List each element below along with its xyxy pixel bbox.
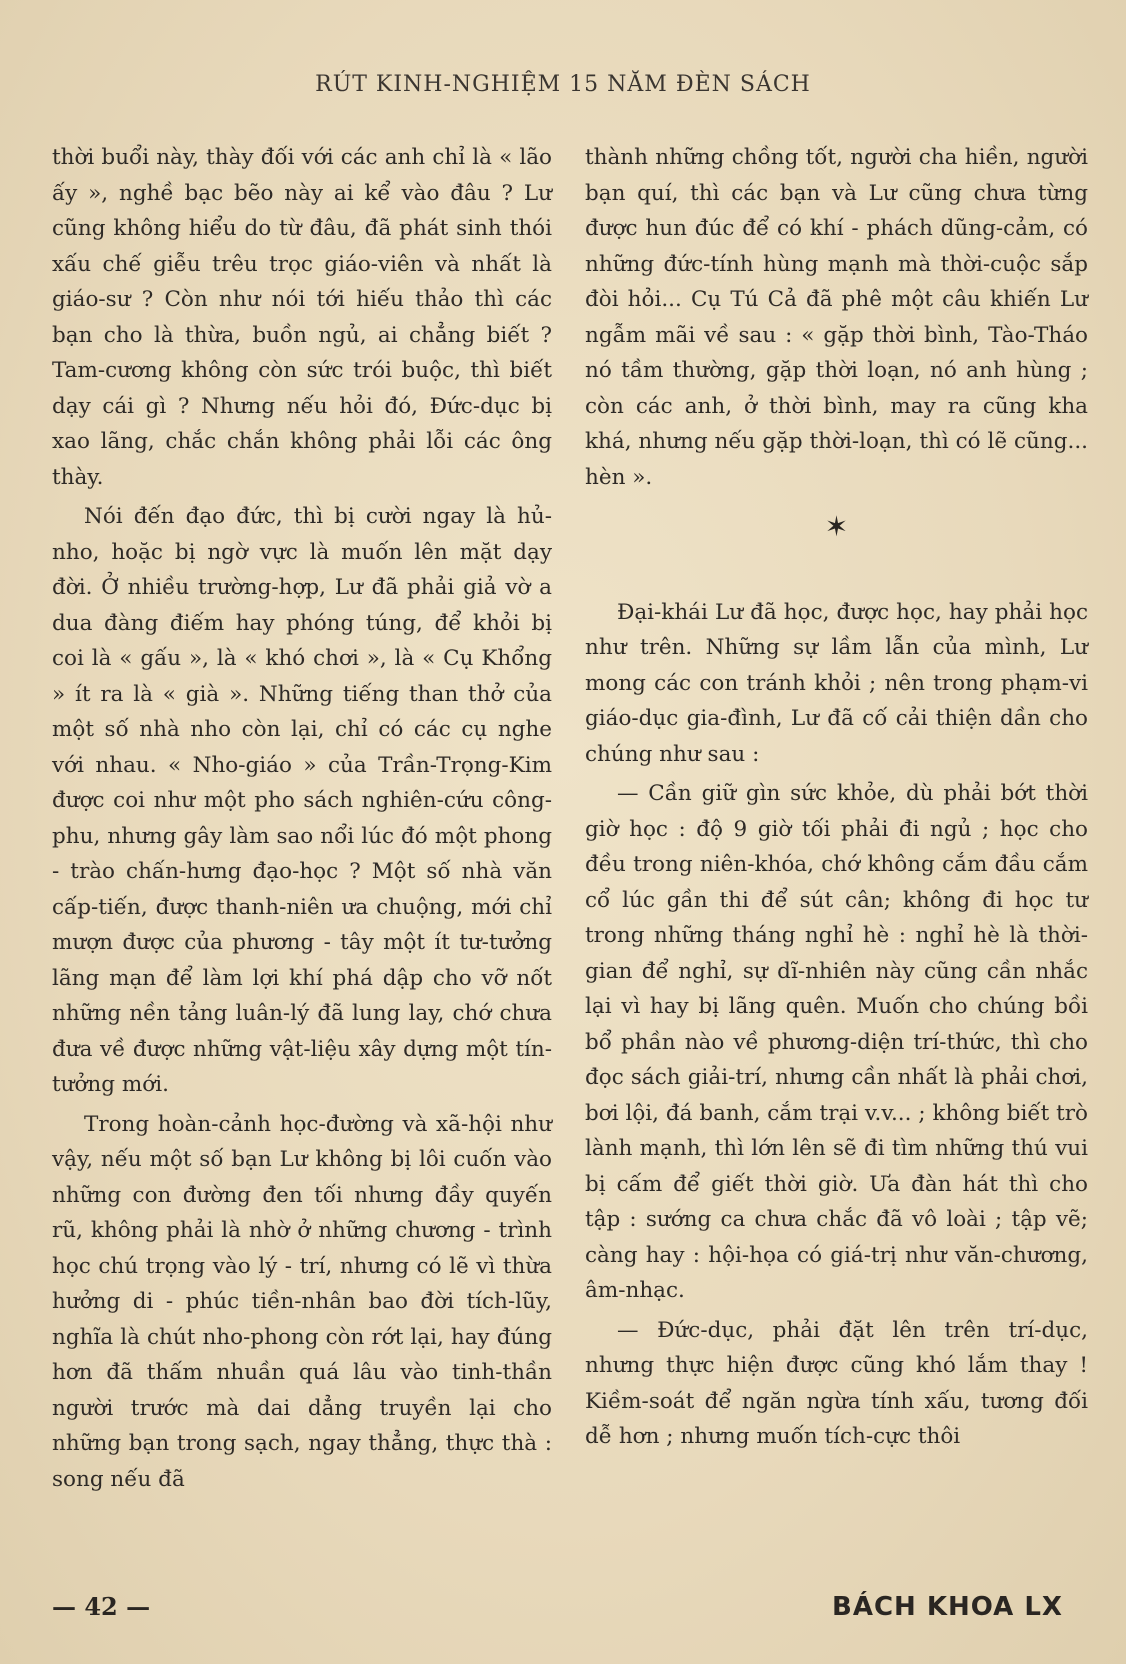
right-column [585, 140, 1088, 1455]
section-divider-star-icon: ✶ [824, 510, 849, 543]
paragraph: thời buổi này, thày đối với các anh chỉ là « lão ấy », nghề bạc bẽo này ai kể vào đâu ? Lư cũng không hiểu do từ đâu, đã phát sinh thói xấu chế giễu trêu trọc giáo-viên và nhất là giáo-sư ? Còn như nói tới hiếu thảo thì các bạn cho là thừa, buồn ngủ, ai chẳng biết ? Tam-cương không còn sức trói buộc, thì biết dạy cái gì ? Nhưng nếu hỏi đó, Đức-dục bị xao lãng, chắc chắn không phải lỗi các ông thày. [52, 145, 552, 490]
magazine-name: BÁCH KHOA LX [832, 1592, 1063, 1622]
left-column [52, 140, 552, 1497]
paragraph: — Đức-dục, phải đặt lên trên trí-dục, nhưng thực hiện được cũng khó lắm thay ! Kiềm-soát để ngăn ngừa tính xấu, tương đối dễ hơn ; nhưng muốn tích-cực thôi [585, 1317, 1088, 1449]
paragraph: — Cần giữ gìn sức khỏe, dù phải bớt thời giờ học : độ 9 giờ tối phải đi ngủ ; học cho đều trong niên-khóa, chớ không cắm đầu cắm cổ lúc gần thi để sút cân; không đi học tư trong những tháng nghỉ hè : nghỉ hè là thời-gian để nghỉ, sự dĩ-nhiên này cũng cần nhắc lại vì hay bị lãng quên. Muốn cho chúng bồi bổ phần nào về phương-diện trí-thức, thì cho đọc sách giải-trí, nhưng cần nhất là phải chơi, bơi lội, đá banh, cắm trại v.v... ; không biết trò lành mạnh, thì lớn lên sẽ đi tìm những thú vui bị cấm để giết thời giờ. Ưa đàn hát thì cho tập : sướng ca chưa chắc đã vô loài ; tập vẽ; càng hay : hội-họa có giá-trị như văn-chương, âm-nhạc. [585, 781, 1088, 1303]
running-header: RÚT KINH-NGHIỆM 15 NĂM ĐÈN SÁCH [315, 72, 811, 97]
paragraph: Đại-khái Lư đã học, được học, hay phải học như trên. Những sự lầm lẫn của mình, Lư mong các con tránh khỏi ; nên trong phạm-vi giáo-dục gia-đình, Lư đã cố cải thiện dần cho chúng như sau : [585, 599, 1088, 767]
paragraph: Nói đến đạo đức, thì bị cười ngay là hủ-nho, hoặc bị ngờ vực là muốn lên mặt dạy đời. Ở nhiều trường-hợp, Lư đã phải giả vờ a dua đàng điếm hay phóng túng, để khỏi bị coi là « gấu », là « khó chơi », là « Cụ Khổng » ít ra là « già ». Những tiếng than thở của một số nhà nho còn lại, chỉ có các cụ nghe với nhau. « Nho-giáo » của Trần-Trọng-Kim được coi như một pho sách nghiên-cứu công-phu, nhưng gây làm sao nổi lúc đó một phong - trào chấn-hưng đạo-học ? Một số nhà văn cấp-tiến, được thanh-niên ưa chuộng, mới chỉ mượn được của phương - tây một ít tư-tưởng lãng mạn để làm lợi khí phá dập cho vỡ nốt những nền tảng luân-lý đã lung lay, chớ chưa đưa về được những vật-liệu xây dựng một tín-tưởng mới. [52, 504, 552, 1097]
paragraph: thành những chồng tốt, người cha hiền, người bạn quí, thì các bạn và Lư cũng chưa từng được hun đúc để có khí - phách dũng-cảm, có những đức-tính hùng mạnh mà thời-cuộc sắp đòi hỏi... Cụ Tú Cả đã phê một câu khiến Lư ngẫm mãi về sau : « gặp thời bình, Tào-Tháo nó tầm thường, gặp thời loạn, nó anh hùng ; còn các anh, ở thời bình, may ra cũng kha khá, nhưng nếu gặp thời-loạn, thì có lẽ cũng... hèn ». [585, 145, 1088, 490]
page-number: — 42 — [52, 1592, 151, 1621]
paragraph: Trong hoàn-cảnh học-đường và xã-hội như vậy, nếu một số bạn Lư không bị lôi cuốn vào những con đường đen tối nhưng đầy quyến rũ, không phải là nhờ ở những chương - trình học chú trọng vào lý - trí, nhưng có lẽ vì thừa hưởng di - phúc tiền-nhân bao đời tích-lũy, nghĩa là chút nho-phong còn rớt lại, hay đúng hơn đã thấm nhuần quá lâu vào tinh-thần người trước mà dai dẳng truyền lại cho những bạn trong sạch, ngay thẳng, thực thà : song nếu đã [52, 1111, 552, 1492]
